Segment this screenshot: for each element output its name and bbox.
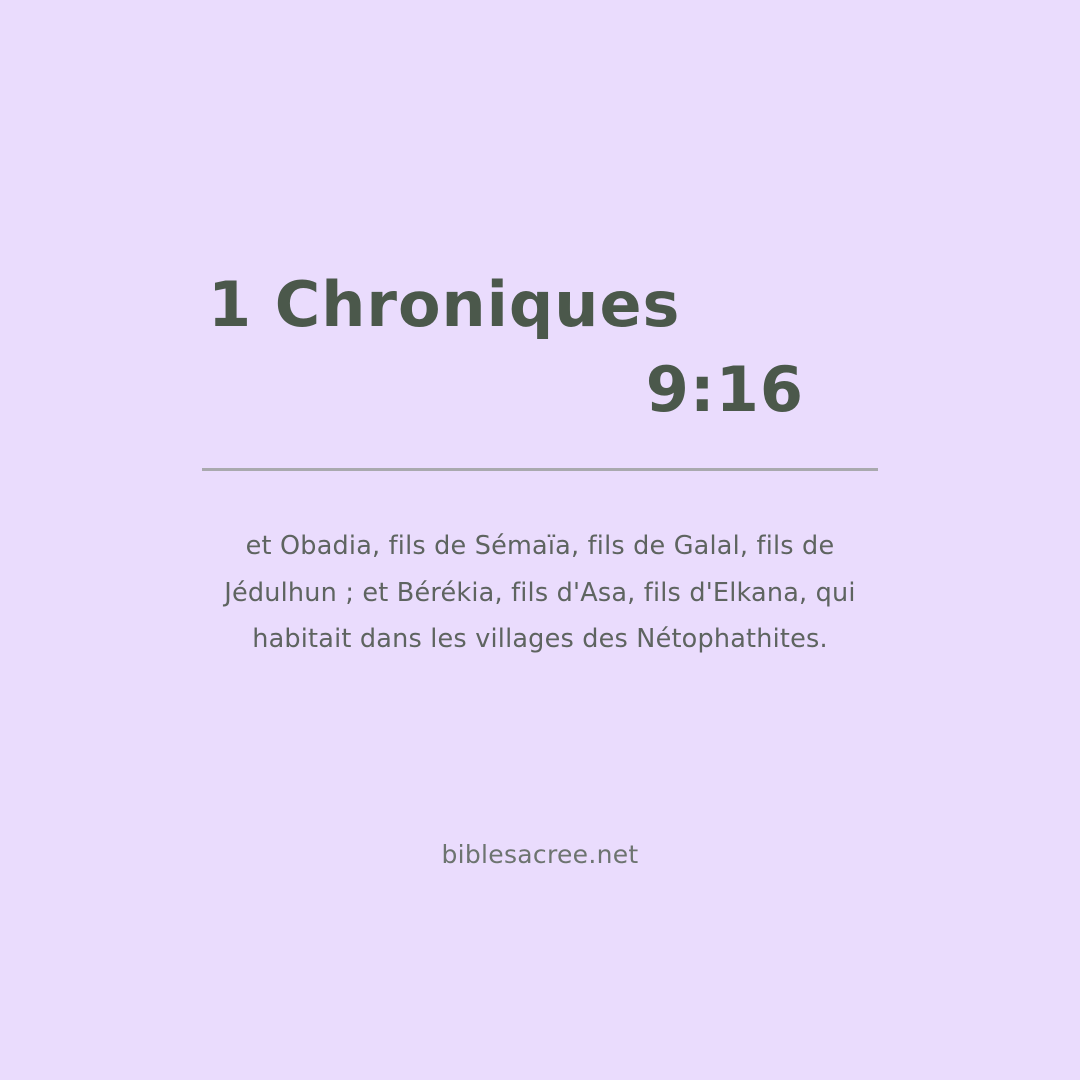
divider — [202, 468, 878, 471]
site-attribution: biblesacree.net — [441, 840, 639, 869]
reference-chapter-verse: 9:16 — [645, 353, 804, 427]
reference-book-name: 1 Chroniques — [208, 268, 681, 341]
verse-body-text: et Obadia, fils de Sémaïa, fils de Galal, fils de Jédulhun ; et Bérékia, fils d'Asa, fils d'Elkana, qui habitait dans les villages des Nétophathites. — [224, 531, 856, 654]
verse-reference — [200, 268, 880, 427]
